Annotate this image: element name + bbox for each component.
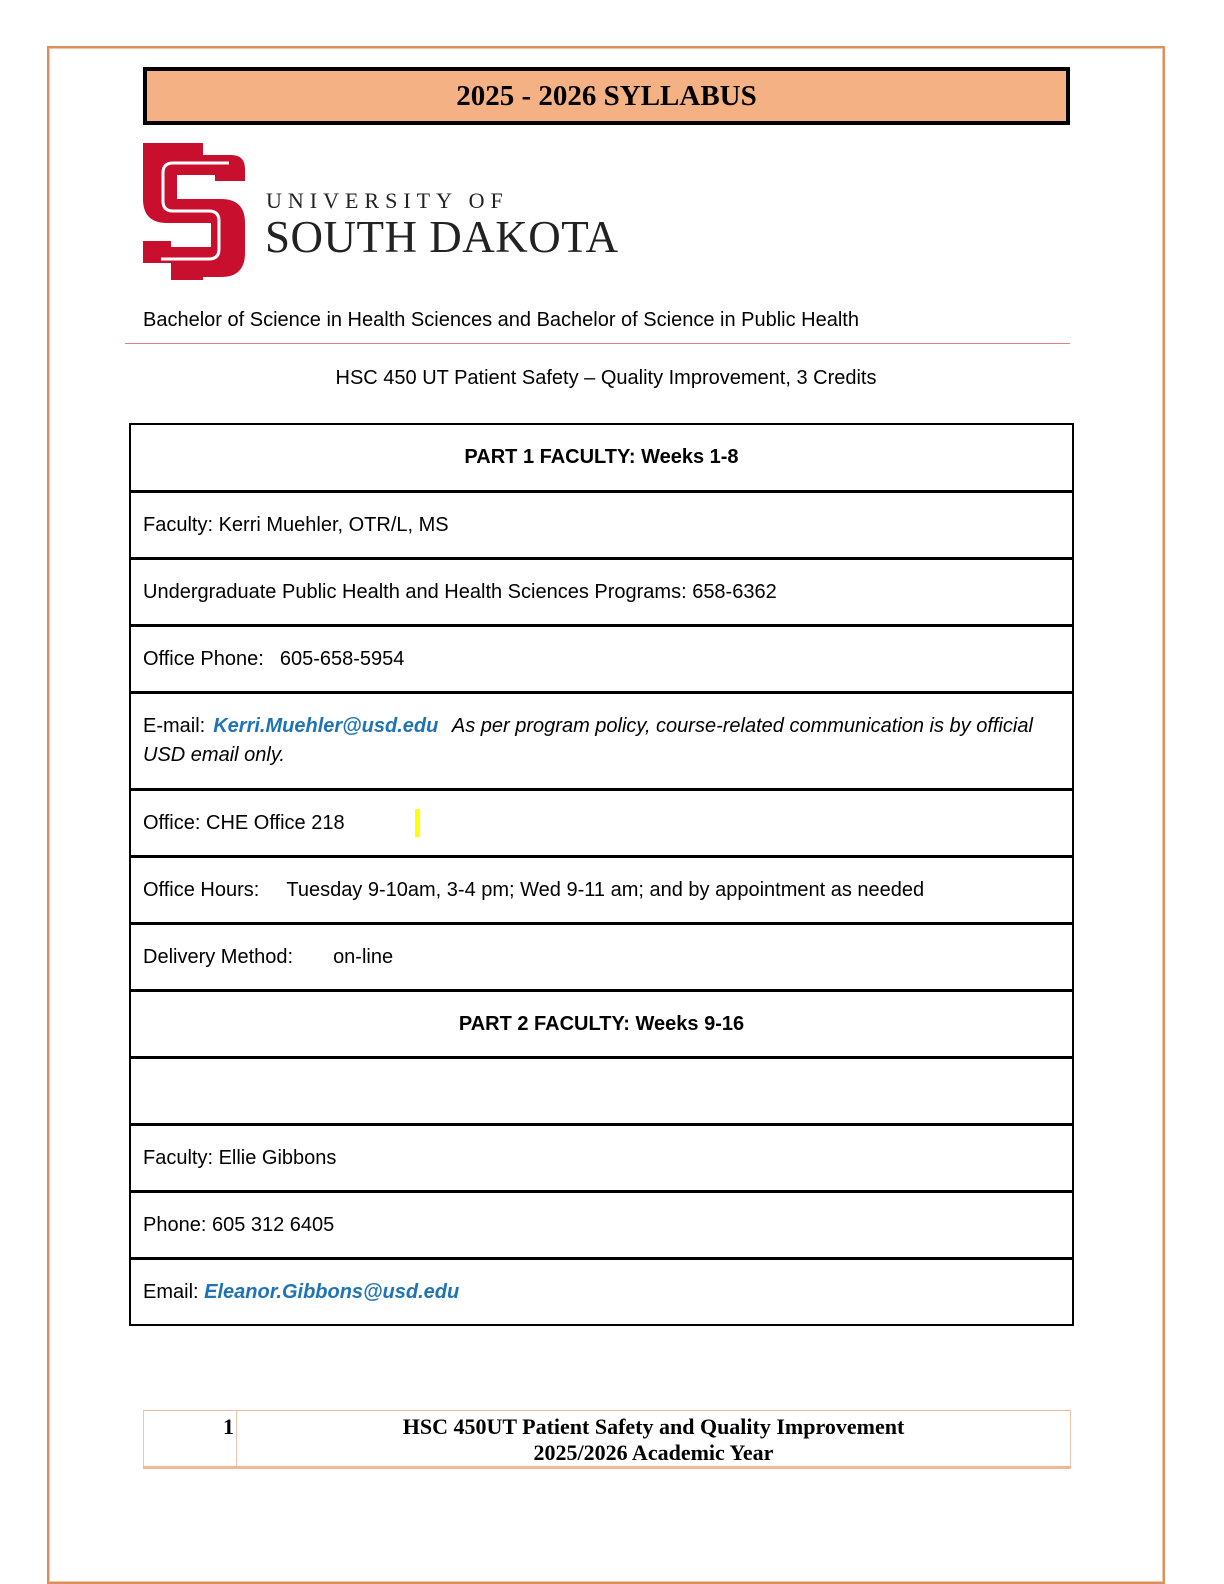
- delivery-label: Delivery Method:: [143, 945, 294, 968]
- email-cell: [130, 693, 1073, 790]
- office-phone-cell: [130, 626, 1073, 693]
- office-cell: [130, 790, 1073, 857]
- email2-link[interactable]: Eleanor.Gibbons@usd.edu: [204, 1280, 460, 1303]
- office-hours-value: Tuesday 9-10am, 3-4 pm; Wed 9-11 am; and by appointment as needed: [286, 878, 925, 901]
- south-dakota-text: SOUTH DAKOTA: [265, 212, 619, 262]
- syllabus-banner: [143, 67, 1070, 125]
- page-footer: [143, 1410, 1071, 1469]
- usd-logo-icon: [141, 141, 251, 281]
- table-row: [130, 1259, 1073, 1326]
- table-row: [130, 1058, 1073, 1125]
- university-of-text: UNIVERSITY OF: [266, 188, 509, 213]
- table-row: [130, 1192, 1073, 1259]
- program-title: Bachelor of Science in Health Sciences and Bachelor of Science in Public Health: [143, 309, 859, 331]
- table-row: [130, 790, 1073, 857]
- programs-phone-cell: Undergraduate Public Health and Health Sciences Programs: 658-6362: [130, 559, 1073, 626]
- delivery-value: on-line: [333, 945, 394, 968]
- delivery-cell: [130, 924, 1073, 991]
- part1-header: PART 1 FACULTY: Weeks 1-8: [130, 424, 1073, 492]
- page-number: 1: [144, 1411, 237, 1468]
- email2-cell: [130, 1259, 1073, 1326]
- table-row: [130, 559, 1073, 626]
- email-label: E-mail:: [143, 715, 206, 737]
- table-row: [130, 924, 1073, 991]
- email-link[interactable]: Kerri.Muehler@usd.edu: [213, 715, 439, 737]
- table-row: [130, 492, 1073, 559]
- table-row: [130, 693, 1073, 790]
- footer-line1: HSC 450UT Patient Safety and Quality Improvement: [402, 1414, 905, 1439]
- table-row: [130, 991, 1073, 1058]
- table-row: [130, 626, 1073, 693]
- table-row: [130, 1125, 1073, 1192]
- office-phone-value: 605-658-5954: [279, 647, 405, 670]
- email2-label: Email:: [143, 1280, 199, 1303]
- syllabus-title: 2025 - 2026 SYLLABUS: [456, 79, 757, 112]
- office-hours-label: Office Hours:: [143, 878, 260, 901]
- footer-text: [237, 1411, 1071, 1468]
- office-hours-cell: [130, 857, 1073, 924]
- email-note: As per program policy, course-related communication is by official USD email only.: [143, 715, 1033, 766]
- phone2-cell: Phone: 605 312 6405: [130, 1192, 1073, 1259]
- faculty1-cell: Faculty: Kerri Muehler, OTR/L, MS: [130, 492, 1073, 559]
- table-row: [130, 424, 1073, 492]
- faculty2-cell: Faculty: Ellie Gibbons: [130, 1125, 1073, 1192]
- table-row: [130, 857, 1073, 924]
- faculty-table: [129, 423, 1074, 1326]
- office-phone-label: Office Phone:: [143, 647, 264, 670]
- divider: [125, 343, 1070, 344]
- empty-cell: [130, 1058, 1073, 1125]
- course-title: HSC 450 UT Patient Safety – Quality Improvement, 3 Credits: [335, 367, 877, 389]
- office-label: Office:: [143, 811, 201, 834]
- office-value: CHE Office 218: [206, 811, 345, 834]
- part2-header: PART 2 FACULTY: Weeks 9-16: [130, 991, 1073, 1058]
- footer-line2: 2025/2026 Academic Year: [533, 1440, 774, 1465]
- highlight-mark: [415, 809, 420, 837]
